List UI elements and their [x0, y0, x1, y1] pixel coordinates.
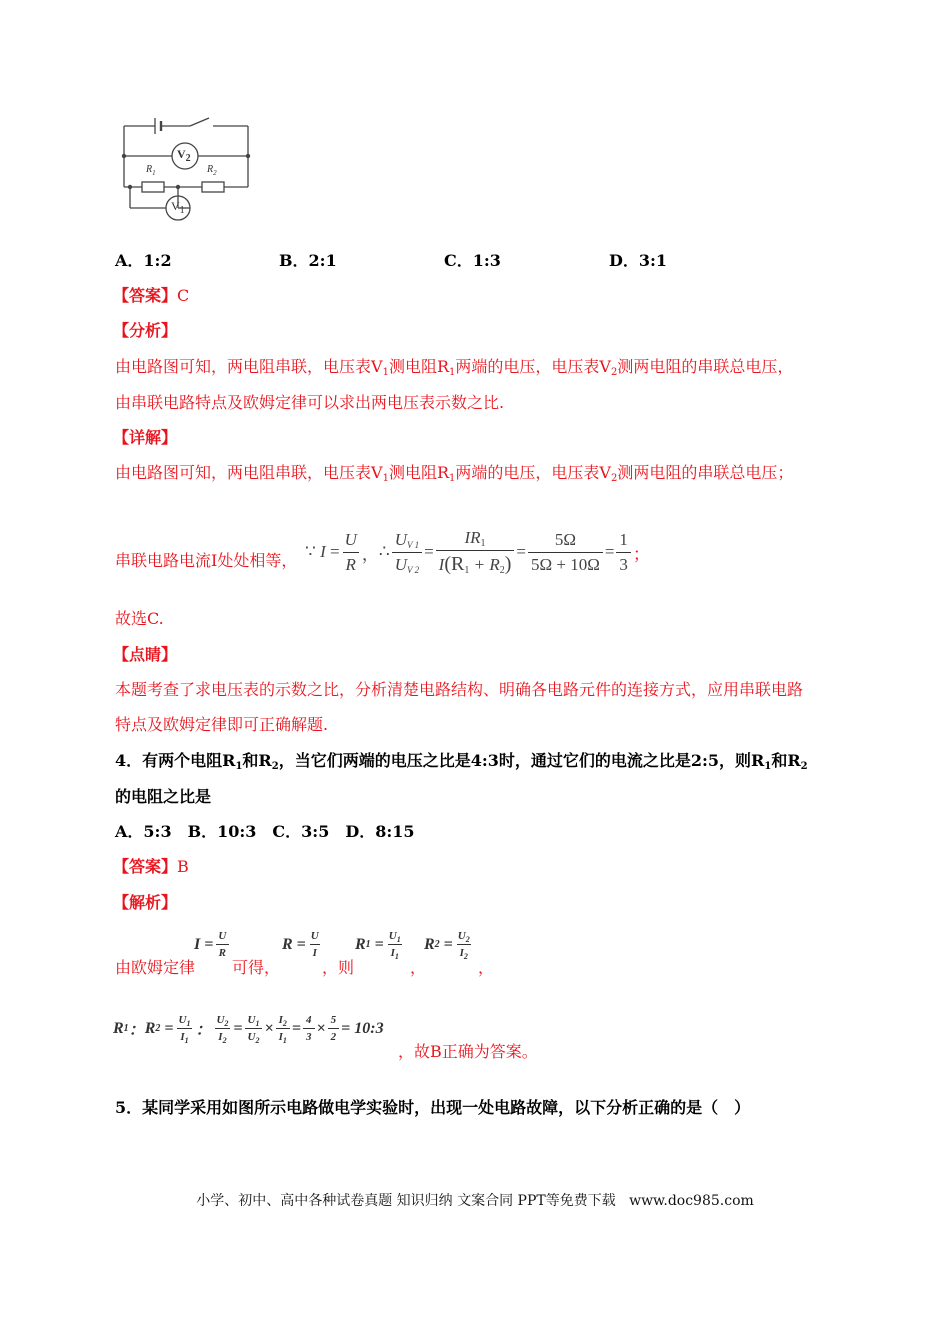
q4-answer: 【答案】B [113, 857, 189, 876]
q5-stem: 5．某同学采用如图所示电路做电学实验时，出现一处电路故障，以下分析正确的是（ ） [115, 1098, 751, 1117]
v2-meter-label: $V_2$ [177, 147, 191, 164]
q3-option-a: A．1:2 [115, 251, 172, 270]
q4-parse-tag: 【解析】 [113, 893, 178, 912]
circuit-diagram [116, 112, 256, 224]
q4-eq3: R 1 = $\frac{U_1}{I_1}$ [355, 930, 401, 961]
q4-stem-line1: 4．有两个电阻$R_1$和$R_2$，当它们两端的电压之比是4:3时，通过它们的电流之比是2:5，则$R_1$和$R_2$ [115, 751, 808, 772]
q3-analysis-line2: 由串联电路特点及欧姆定律可以求出两电压表示数之比. [115, 393, 505, 412]
q3-analysis-line1: 由电路图可知，两电阻串联，电压表$V_1$测电阻$R_1$两端的电压，电压表$V_2$测两电阻的串联总电压， [115, 357, 794, 378]
q3-detail-tag: 【详解】 [113, 428, 178, 447]
q4-parse-c: ，则 [322, 958, 355, 977]
q3-choose: 故选C. [115, 609, 164, 628]
q3-comment-tag: 【点睛】 [113, 645, 178, 664]
q4-options: A．5:3 B．10:3 C．3:5 D．8:15 [115, 822, 415, 841]
q3-detail-line1: 由电路图可知，两电阻串联，电压表$V_1$测电阻$R_1$两端的电压，电压表$V_2$测两电阻的串联总电压； [115, 463, 794, 484]
q4-stem-line2: 的电阻之比是 [115, 787, 212, 806]
q4-parse-d: ， [410, 958, 427, 977]
q4-eq2: R = $\frac{U}{I}$ [282, 930, 319, 959]
q3-comment-line2: 特点及欧姆定律即可正确解题. [115, 715, 329, 734]
q3-option-c: C．1:3 [444, 251, 501, 270]
q4-parse-b: 可得， [232, 958, 281, 977]
q4-ratio-equation: R 1 ： R 2 = $\frac{U_1}{I_1}$ ： $\frac{U_2}{I_2}$ = $\frac{U_1}{U_2}$ × $\frac{I_2}{I_1}$ = $\frac{4}{3}$ × $\frac{5}{2}$ = 10:3 [113, 1014, 384, 1045]
q3-answer: 【答案】C [113, 286, 190, 305]
q3-analysis-tag: 【分析】 [113, 321, 178, 340]
q4-parse-e: ， [478, 958, 495, 977]
r1-label: $R_1$ [146, 164, 156, 177]
q3-option-d: D．3:1 [609, 251, 668, 270]
v1-meter-label: $V_1$ [171, 199, 185, 216]
q4-eq1: I = $\frac{U}{R}$ [194, 930, 231, 959]
q3-equation: ∵ I = $\frac{U}{R}$ ， ∴ $\frac{UV 1}{UV 2}$ = $\frac{IR1}{I(R1 + R2)}$ = $\frac{5\Omega}{5\Omega + 10\Omega}$ = $\frac{1}{3}$ ； [305, 528, 650, 576]
q4-parse-a: 由欧姆定律 [115, 958, 196, 977]
r2-label: $R_2$ [207, 164, 217, 177]
q3-comment-line1: 本题考查了求电压表的示数之比，分析清楚电路结构、明确各电路元件的连接方式，应用串联电路 [115, 680, 804, 699]
q4-final: ，故B正确为答案。 [398, 1042, 538, 1061]
q3-option-b: B．2:1 [279, 251, 337, 270]
page-footer: 小学、初中、高中各种试卷真题 知识归纳 文案合同 PPT等免费下载 www.doc985.com [196, 1193, 754, 1209]
q3-detail-line2-prefix: 串联电路电流I处处相等， [115, 551, 298, 570]
q4-eq4: R 2 = $\frac{U_2}{I_2}$ [424, 930, 470, 961]
